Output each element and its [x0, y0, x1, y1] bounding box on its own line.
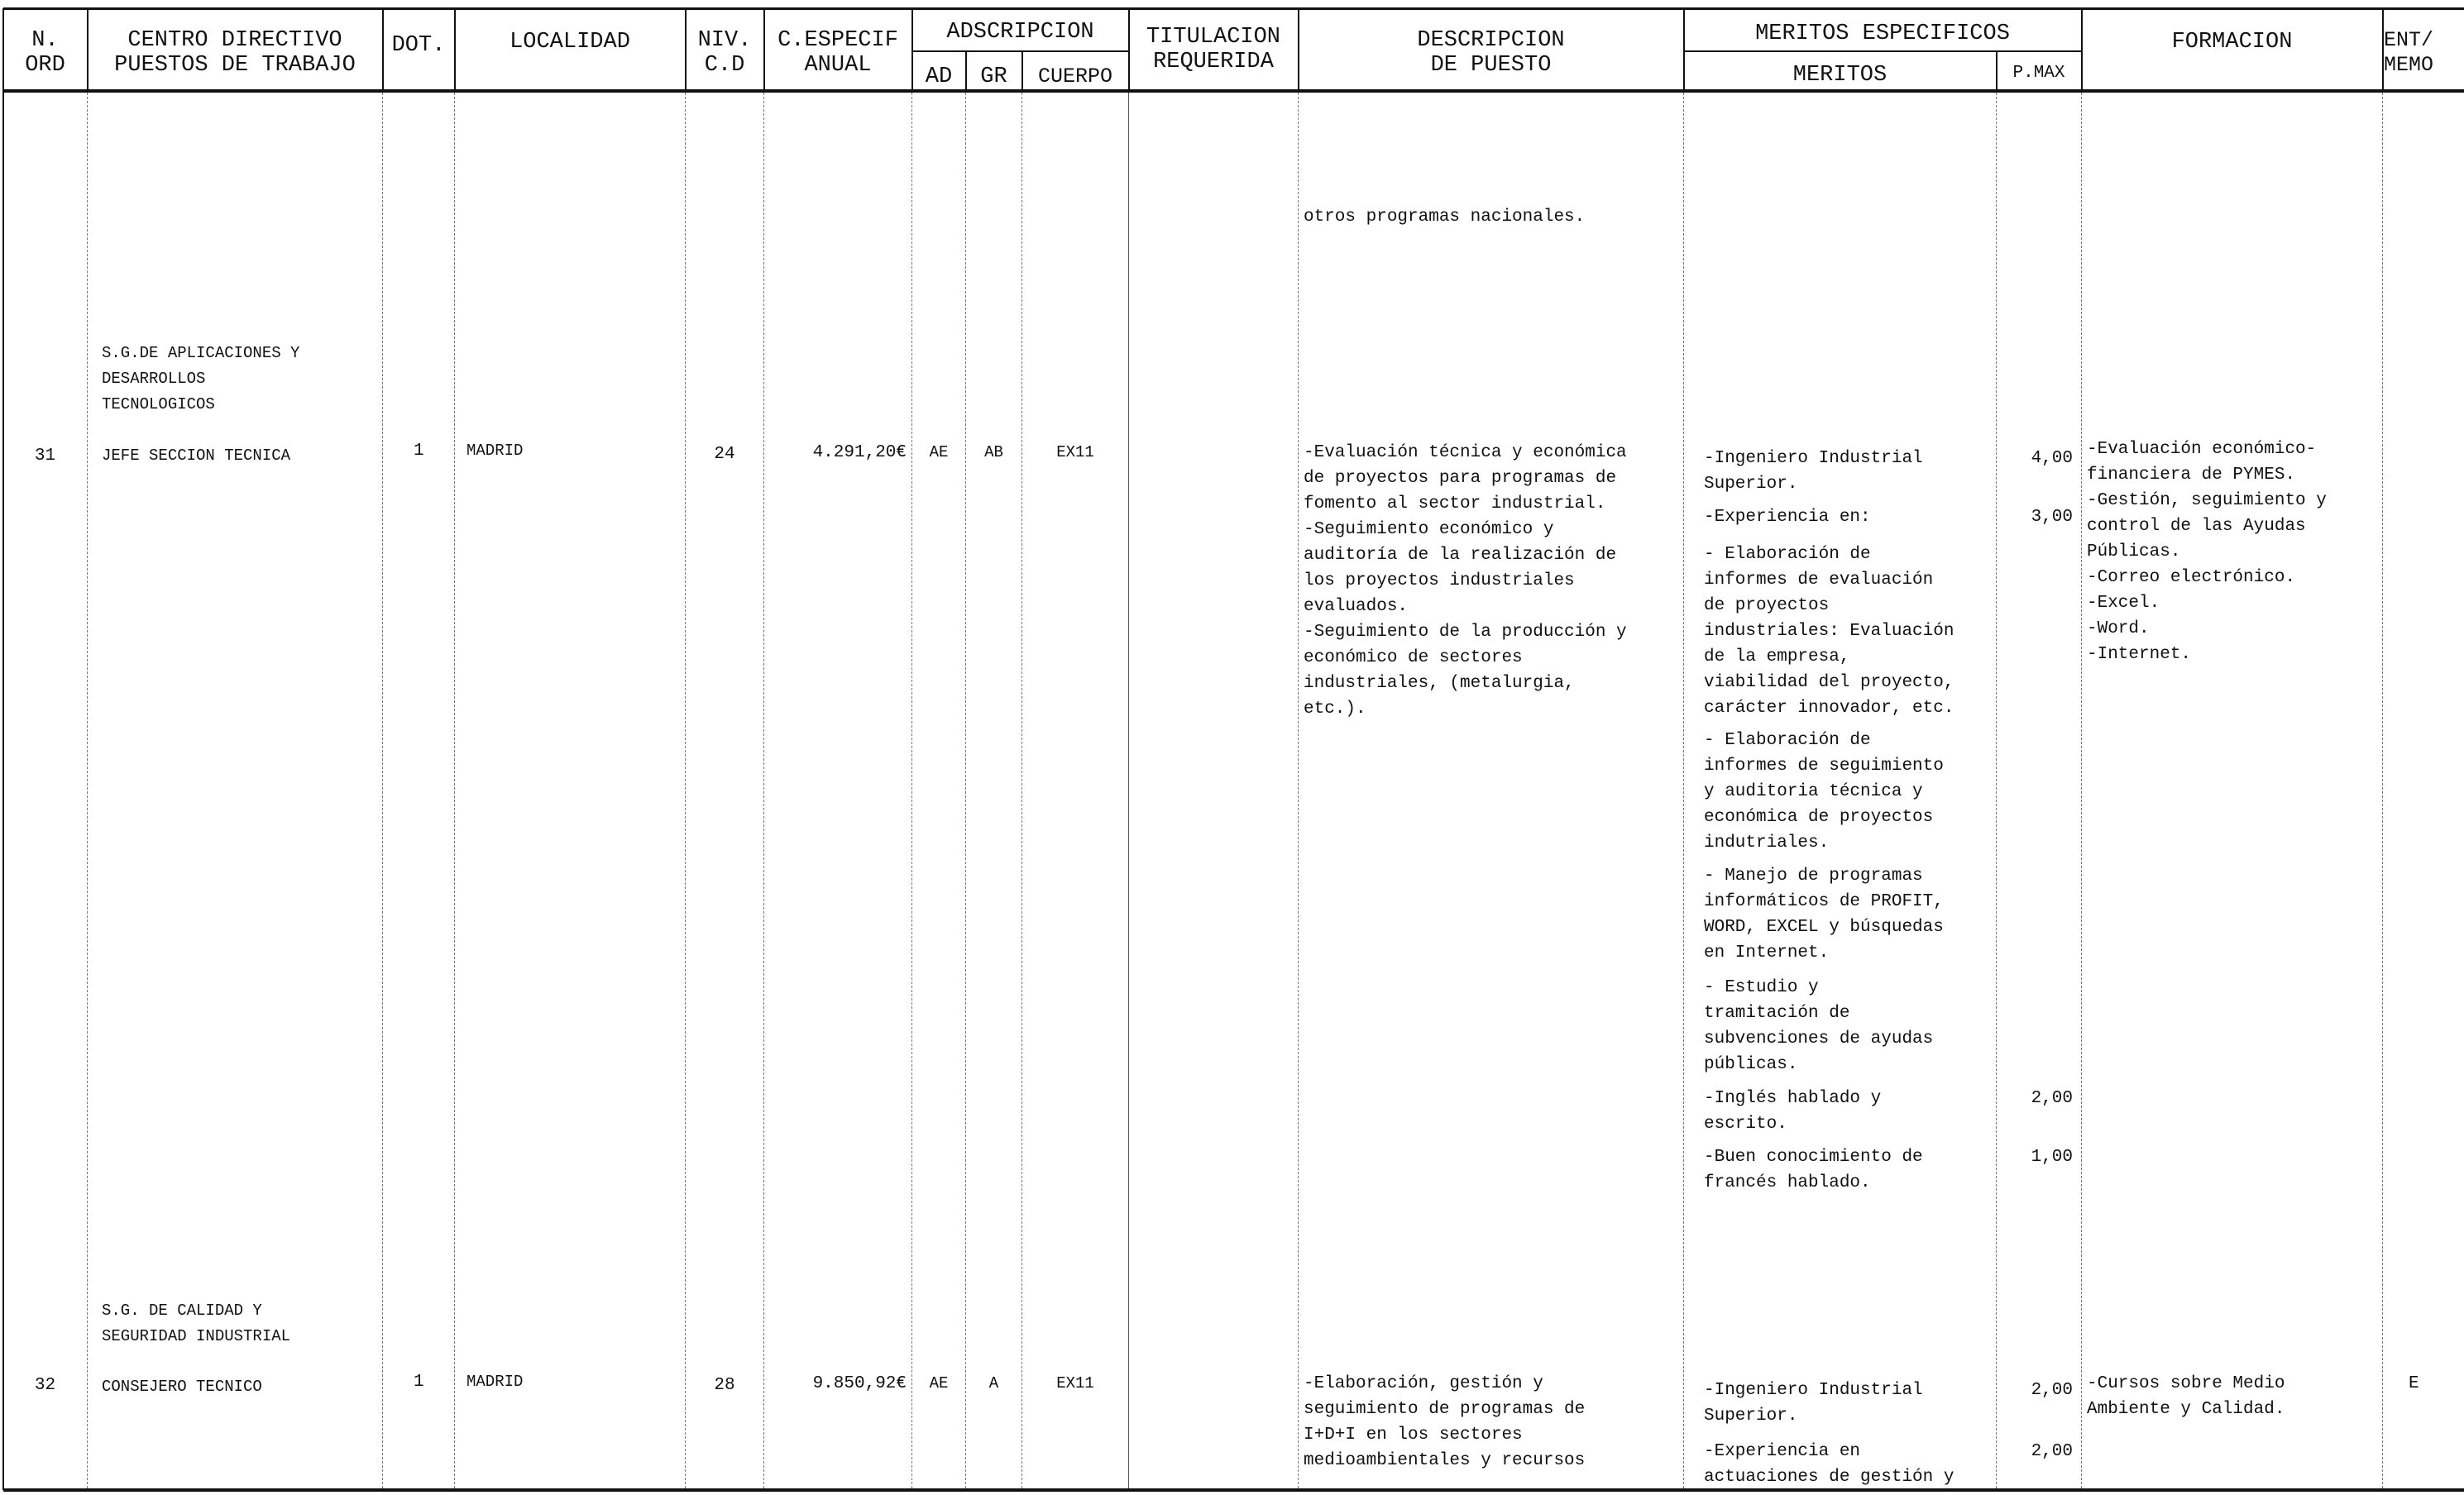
row-cuerpo: EX11: [1056, 443, 1094, 461]
merito-pmax: 2,00: [2031, 1442, 2073, 1461]
body-col-line: [911, 93, 912, 1488]
header-descripcion: [1299, 28, 1683, 78]
header-puestos: PUESTOS DE TRABAJO: [114, 53, 356, 78]
unit-name: S.G.DE APLICACIONES Y DESARROLLOS TECNOLOGICOS: [102, 344, 300, 413]
meritos-subrule: [1683, 50, 2081, 52]
row-gr: A: [988, 1374, 999, 1392]
header-dot: DOT.: [391, 33, 446, 58]
row-cesp: 9.850,92€: [812, 1374, 907, 1393]
header-descripcion-2: DE PUESTO: [1430, 53, 1552, 78]
header-titulacion: [1129, 25, 1298, 74]
header-centro: [88, 28, 382, 78]
merito-item: - Manejo de programas informáticos de PROFIT, WORD, EXCEL y búsquedas en Internet.: [1704, 867, 1944, 962]
header-bottom-rule: [3, 89, 2464, 93]
row-ent: E: [2409, 1374, 2419, 1393]
merito-item: -Experiencia en actuaciones de gestión y: [1704, 1442, 1954, 1487]
row-niv: 28: [714, 1376, 735, 1395]
header-localidad: LOCALIDAD: [510, 30, 630, 55]
row-puesto: CONSEJERO TECNICO: [102, 1378, 262, 1396]
header-cesp-1: C.ESPECIF: [777, 28, 898, 53]
row-localidad: MADRID: [466, 442, 524, 460]
continuation-text: otros programas nacionales.: [1304, 208, 1586, 227]
merito-pmax: 2,00: [2031, 1381, 2073, 1400]
body-col-line: [1298, 93, 1299, 1488]
row-dot: 1: [414, 442, 424, 461]
body-col-line: [382, 93, 383, 1488]
body-col-line: [763, 93, 764, 1488]
row-descripcion: -Evaluación técnica y económica de proyectos para programas de fomento al sector industrial. -Seguimiento económico y auditoría de la realización de los proyectos industriales evaluados. -Seguimiento de la producción y económico de sectores industriales, (metalurgia, etc.).: [1304, 443, 1627, 719]
header-meritos: MERITOS: [1792, 63, 1887, 88]
body-col-line: [1683, 93, 1684, 1488]
row-formacion: -Cursos sobre Medio Ambiente y Calidad.: [2087, 1374, 2285, 1419]
row-localidad: MADRID: [466, 1373, 524, 1391]
row-descripcion: -Elaboración, gestión y seguimiento de programas de I+D+I en los sectores medioambientales y recursos: [1304, 1374, 1586, 1470]
row-puesto: JEFE SECCION TECNICA: [102, 447, 291, 465]
header-ent-memo: [2384, 28, 2433, 78]
header-pmax: P.MAX: [2012, 64, 2065, 83]
body-col-line: [965, 93, 966, 1488]
header-n-ord: [3, 28, 87, 78]
header-niv-1: NIV.: [697, 28, 752, 53]
header-cesp-2: ANUAL: [804, 53, 872, 78]
header-memo: MEMO: [2384, 53, 2434, 77]
body-col-line: [2081, 93, 2082, 1488]
merito-item: - Elaboración de informes de evaluación de proyectos industriales: Evaluación de la empresa, viabilidad del proyecto, carácter innovador, etc.: [1704, 545, 1954, 718]
header-cesp: [764, 28, 911, 78]
merito-item: -Experiencia en:: [1704, 508, 1871, 527]
header-niv: [686, 28, 763, 78]
body-col-line: [87, 93, 88, 1488]
row-ad: AE: [929, 1374, 949, 1392]
header-ent: ENT/: [2384, 28, 2434, 52]
merito-pmax: 1,00: [2031, 1148, 2073, 1167]
merito-item: -Ingeniero Industrial Superior.: [1704, 449, 1923, 494]
merito-item: -Ingeniero Industrial Superior.: [1704, 1381, 1923, 1426]
header-titulacion-2: REQUERIDA: [1153, 50, 1274, 74]
body-col-line: [454, 93, 455, 1488]
row-cesp: 4.291,20€: [812, 443, 907, 462]
merito-pmax: 3,00: [2031, 508, 2073, 527]
body-col-line: [1021, 93, 1022, 1488]
header-ord: ORD: [25, 53, 65, 78]
adscripcion-subrule: [911, 50, 1128, 52]
header-formacion: FORMACION: [2171, 30, 2293, 55]
body-col-line: [1128, 93, 1129, 1488]
merito-item: -Buen conocimiento de francés hablado.: [1704, 1148, 1923, 1192]
merito-item: - Estudio y tramitación de subvenciones de ayudas públicas.: [1704, 978, 1934, 1074]
row-cuerpo: EX11: [1056, 1374, 1094, 1392]
header-ad: AD: [925, 64, 953, 89]
header-top-rule: [3, 7, 2464, 10]
row-ad: AE: [929, 443, 949, 461]
header-n: N.: [31, 28, 59, 53]
row-dot: 1: [414, 1373, 424, 1392]
body-col-line: [2382, 93, 2383, 1488]
header-titulacion-1: TITULACION: [1146, 25, 1281, 50]
merito-item: - Elaboración de informes de seguimiento y auditoria técnica y económica de proyectos indutriales.: [1704, 731, 1944, 853]
row-formacion: -Evaluación económico- financiera de PYMES. -Gestión, seguimiento y control de las Ayudas Públicas. -Correo electrónico. -Excel. -Word. -Internet.: [2087, 440, 2327, 664]
header-adscripcion: ADSCRIPCION: [946, 20, 1094, 45]
left-border: [2, 8, 4, 1490]
row-n-ord: 32: [34, 1376, 56, 1395]
header-cuerpo: CUERPO: [1037, 64, 1112, 88]
row-n-ord: 31: [34, 447, 56, 466]
unit-name: S.G. DE CALIDAD Y SEGURIDAD INDUSTRIAL: [102, 1302, 291, 1345]
row-gr: AB: [984, 443, 1003, 461]
body-col-line: [685, 93, 686, 1488]
header-descripcion-1: DESCRIPCION: [1417, 28, 1565, 53]
header-niv-2: C.D: [704, 53, 745, 78]
header-meritos-especificos: MERITOS ESPECIFICOS: [1755, 21, 2010, 46]
header-centro-directivo: CENTRO DIRECTIVO: [127, 28, 342, 53]
page-bottom-rule: [3, 1488, 2464, 1492]
header-gr: GR: [980, 64, 1007, 89]
merito-pmax: 4,00: [2031, 449, 2073, 468]
merito-pmax: 2,00: [2031, 1089, 2073, 1108]
merito-item: -Inglés hablado y escrito.: [1704, 1089, 1882, 1134]
row-niv: 24: [714, 445, 735, 464]
